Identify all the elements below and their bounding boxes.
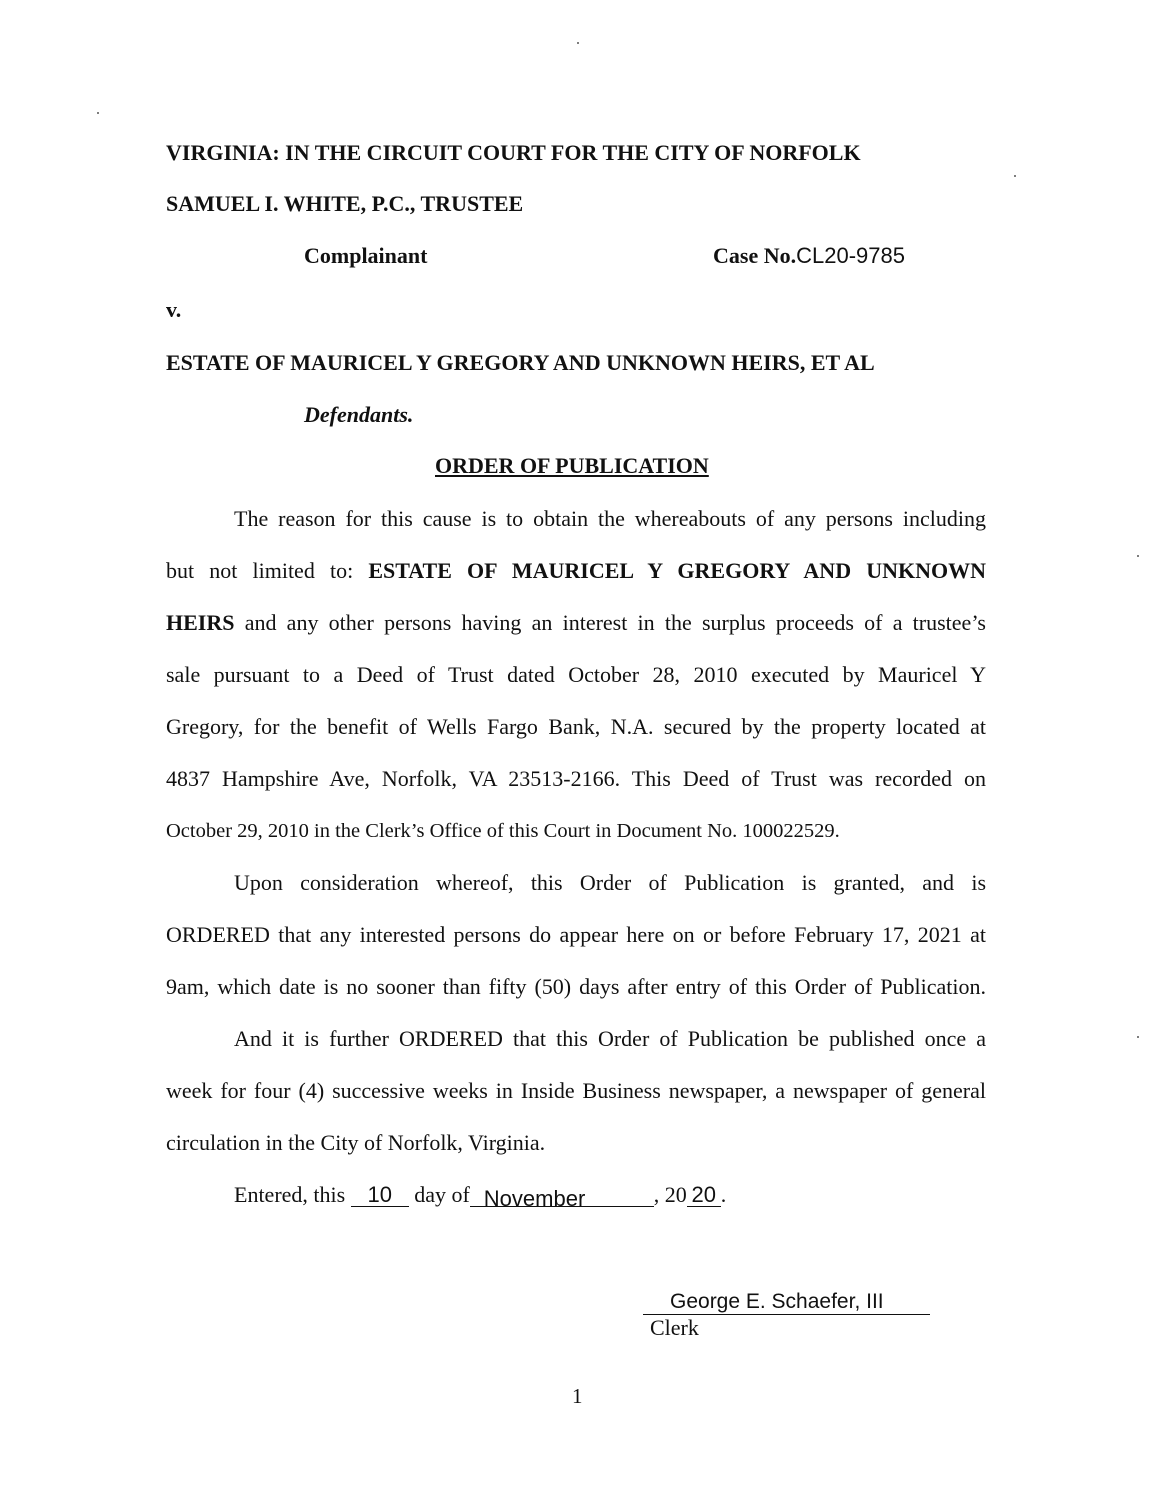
paragraph-line: week for four (4) successive weeks in Inside Business newspaper, a newspaper of general	[166, 1078, 986, 1103]
entered-line	[234, 1182, 727, 1211]
defendants-role: Defendants.	[304, 402, 414, 427]
paragraph-line: ORDERED that any interested persons do appear here on or before February 17, 2021 at	[166, 922, 986, 947]
entered-day-field	[351, 1184, 409, 1207]
document-title: ORDER OF PUBLICATION	[435, 453, 709, 478]
signature-line	[643, 1289, 930, 1315]
clerk-title: Clerk	[650, 1315, 699, 1340]
entered-month: November	[483, 1186, 586, 1211]
entered-day-of: day of	[414, 1182, 470, 1207]
complainant-role: Complainant	[304, 243, 428, 268]
entered-year-field	[687, 1184, 721, 1207]
paragraph-line: 4837 Hampshire Ave, Norfolk, VA 23513-2166. This Deed of Trust was recorded on	[166, 766, 986, 791]
defendant-emphasis: HEIRS	[166, 610, 235, 635]
entered-end: .	[720, 1182, 727, 1207]
paragraph-line: sale pursuant to a Deed of Trust dated October 28, 2010 executed by Mauricel Y	[166, 662, 986, 687]
case-number: CL20-9785	[796, 243, 905, 268]
versus: v.	[166, 297, 182, 322]
paragraph-line: And it is further ORDERED that this Order of Publication be published once a	[234, 1026, 986, 1051]
clerk-name: George E. Schaefer, III	[670, 1290, 884, 1313]
case-number-line	[713, 243, 905, 269]
entered-month-field	[470, 1184, 654, 1211]
paragraph-line: 9am, which date is no sooner than fifty (50) days after entry of this Order of Publication.	[166, 974, 986, 999]
scan-speck	[97, 112, 99, 114]
paragraph-line: The reason for this cause is to obtain the whereabouts of any persons including	[234, 506, 986, 531]
paragraph-line: Upon consideration whereof, this Order of Publication is granted, and is	[234, 870, 986, 895]
paragraph-line	[166, 558, 986, 584]
complainant-name: SAMUEL I. WHITE, P.C., TRUSTEE	[166, 191, 524, 216]
scan-speck	[577, 42, 579, 44]
defendant-emphasis: ESTATE OF MAURICEL Y GREGORY AND UNKNOWN	[368, 558, 986, 583]
page-number: 1	[572, 1384, 583, 1408]
entered-prefix: Entered, this	[234, 1182, 346, 1207]
paragraph-line: October 29, 2010 in the Clerk’s Office of this Court in Document No. 100022529.	[166, 820, 840, 842]
case-label: Case No.	[713, 243, 797, 268]
court-heading: VIRGINIA: IN THE CIRCUIT COURT FOR THE CITY OF NORFOLK	[166, 140, 861, 165]
text-run: but not limited to:	[166, 558, 354, 583]
scan-speck	[1137, 1036, 1139, 1038]
entered-year: 20	[691, 1182, 717, 1207]
entered-year-prefix: , 20	[653, 1182, 687, 1207]
entered-day: 10	[367, 1182, 392, 1207]
text-run: and any other persons having an interest in the surplus proceeds of a trustee’s	[244, 610, 986, 635]
paragraph-line: circulation in the City of Norfolk, Virginia.	[166, 1130, 546, 1155]
defendants-name: ESTATE OF MAURICEL Y GREGORY AND UNKNOWN HEIRS, ET AL	[166, 350, 875, 375]
scan-speck	[1137, 555, 1139, 557]
paragraph-line: Gregory, for the benefit of Wells Fargo Bank, N.A. secured by the property located at	[166, 714, 986, 739]
scan-speck	[1014, 175, 1016, 177]
paragraph-line	[166, 610, 986, 636]
